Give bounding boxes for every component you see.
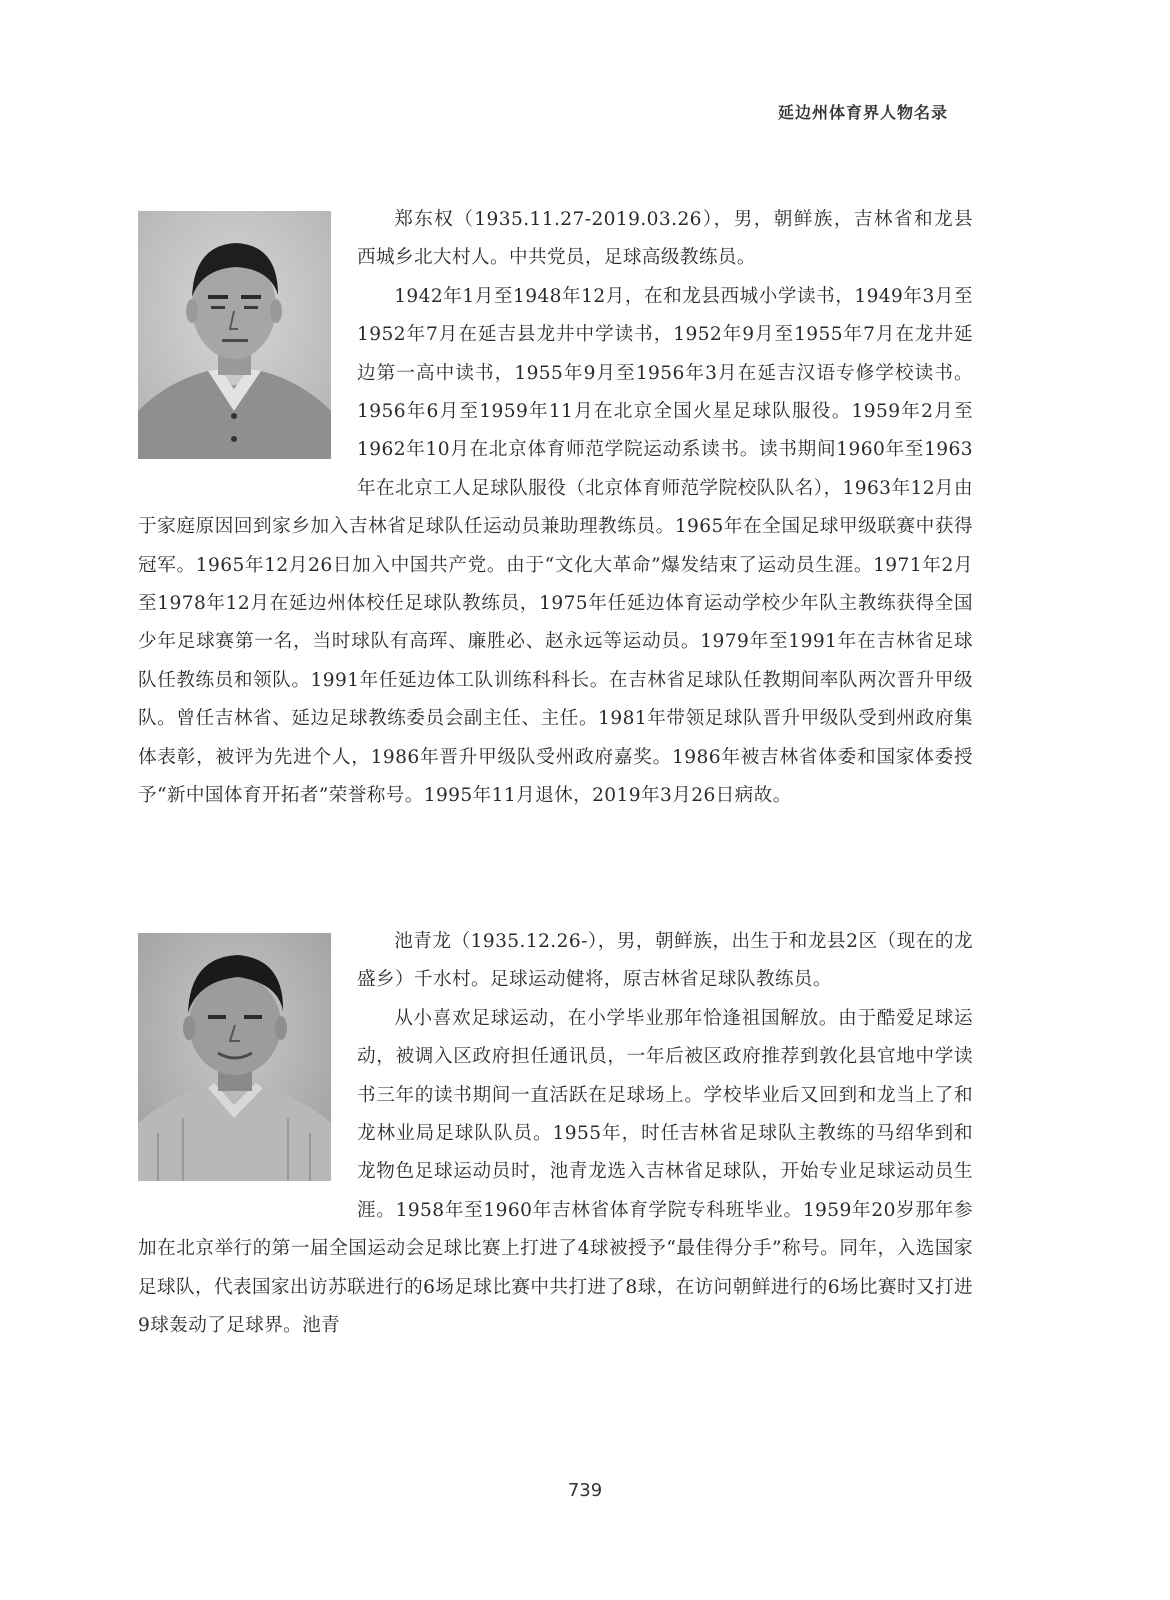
biography-body-paragraph: 从小喜欢足球运动，在小学毕业那年恰逢祖国解放。由于酷爱足球运动，被调入区政府担任通讯员，一年后被区政府推荐到敦化县官地中学读书三年的读书期间一直活跃在足球场上。学校毕业后又回到和龙当上了和龙林业局足球队队员。1955年，时任吉林省足球队主教练的马绍华到和龙物色足球运动员时，池青龙选入吉林省足球队，开始专业足球运动员生涯。1958年至1960年吉林省体育学院专科班毕业。1959年20岁那年参加在北京举行的第一届全国运动会足球比赛上打进了4球被授予“最佳得分手”称号。同年，入选国家足球队，代表国家出访苏联进行的6场足球比赛中共打进了8球，在访问朝鲜进行的6场比赛时又打进9球轰动了足球界。池青: [138, 1007, 973, 1337]
biography-intro-paragraph: 郑东权（1935.11.27-2019.03.26），男，朝鲜族，吉林省和龙县西城乡北大村人。中共党员，足球高级教练员。: [357, 209, 973, 269]
portrait-photo-zheng-dongquan: [138, 211, 331, 459]
portrait-illustration-icon: [138, 211, 331, 459]
biography-intro-paragraph: 池青龙（1935.12.26-），男，朝鲜族，出生于和龙县2区（现在的龙盛乡）千水村。足球运动健将，原吉林省足球队教练员。: [357, 931, 973, 991]
page-number: 739: [567, 1480, 603, 1501]
portrait-illustration-icon: [138, 933, 331, 1181]
biography-entry-zheng-dongquan: [138, 201, 973, 816]
running-header: 延边州体育界人物名录: [777, 103, 948, 122]
portrait-photo-chi-qinglong: [138, 933, 331, 1181]
biography-entry-chi-qinglong: [138, 923, 973, 1345]
biography-body-paragraph: 1942年1月至1948年12月，在和龙县西城小学读书，1949年3月至1952年7月在延吉县龙井中学读书，1952年9月至1955年7月在龙井延边第一高中读书，1955年9月至1956年3月在延吉汉语专修学校读书。1956年6月至1959年11月在北京全国火星足球队服役。1959年2月至1962年10月在北京体育师范学院运动系读书。读书期间1960年至1963年在北京工人足球队服役（北京体育师范学院校队队名），1963年12月由于家庭原因回到家乡加入吉林省足球队任运动员兼助理教练员。1965年在全国足球甲级联赛中获得冠军。1965年12月26日加入中国共产党。由于“文化大革命”爆发结束了运动员生涯。1971年2月至1978年12月在延边州体校任足球队教练员，1975年任延边体育运动学校少年队主教练获得全国少年足球赛第一名，当时球队有高珲、廉胜必、赵永远等运动员。1979年至1991年在吉林省足球队任教练员和领队。1991年任延边体工队训练科科长。在吉林省足球队任教期间率队两次晋升甲级队。曾任吉林省、延边足球教练委员会副主任、主任。1981年带领足球队晋升甲级队受到州政府集体表彰，被评为先进个人，1986年晋升甲级队受州政府嘉奖。1986年被吉林省体委和国家体委授予“新中国体育开拓者”荣誉称号。1995年11月退休，2019年3月26日病故。: [138, 285, 973, 807]
